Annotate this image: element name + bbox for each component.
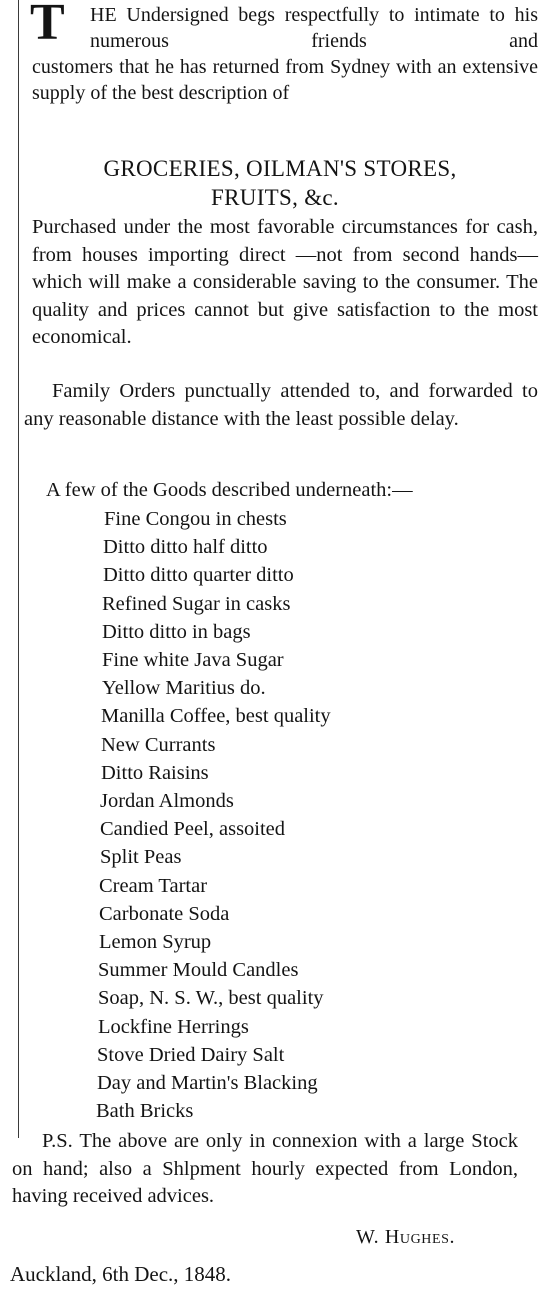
list-item: Bath Bricks [96, 1100, 194, 1123]
list-item: Refined Sugar in casks [102, 592, 291, 615]
list-item: Ditto ditto in bags [102, 620, 251, 643]
list-item: Fine white Java Sugar [102, 649, 284, 672]
list-item: Manilla Coffee, best quality [101, 705, 331, 728]
goods-list [96, 505, 331, 1125]
paragraph-purchase: Purchased under the most favorable circumstances for cash, from houses importing direct —not from second hands—which will make a considerable saving to the consumer. The quality and prices cannot but give satisfaction to the most economical. [32, 216, 538, 348]
intro-text-rest: customers that he has returned from Sydney with an extensive supply of the best description of [32, 56, 538, 104]
list-item: Ditto Raisins [101, 761, 209, 784]
list-item: New Currants [101, 733, 216, 756]
list-item: Yellow Maritius do. [102, 677, 266, 700]
paragraph-family-orders: Family Orders punctually attended to, and forwarded to any reasonable distance with the least possible delay. [24, 380, 538, 430]
drop-cap: T [30, 0, 65, 51]
goods-intro: A few of the Goods described underneath:— [46, 479, 413, 501]
list-item: Day and Martin's Blacking [97, 1072, 318, 1095]
list-item: Summer Mould Candles [98, 959, 299, 982]
column-rule [18, 0, 19, 1138]
list-item: Jordan Almonds [100, 790, 234, 813]
signature: W. Hughes. [356, 1226, 456, 1248]
list-item: Carbonate Soda [99, 902, 230, 925]
intro-text-first: HE Undersigned begs respectfully to intimate to his numerous friends and [90, 4, 538, 52]
list-item: Ditto ditto quarter ditto [103, 564, 294, 587]
list-item: Ditto ditto half ditto [103, 536, 268, 559]
place-and-date: Auckland, 6th Dec., 1848. [10, 1262, 232, 1286]
list-item: Soap, N. S. W., best quality [98, 987, 324, 1010]
list-item: Lemon Syrup [99, 931, 212, 954]
list-item: Stove Dried Dairy Salt [97, 1043, 285, 1066]
list-item: Split Peas [100, 846, 182, 869]
list-item: Candied Peel, assoited [100, 818, 286, 841]
list-item: Lockfine Herrings [98, 1015, 249, 1038]
list-item: Cream Tartar [99, 874, 208, 897]
heading-fruits: FRUITS, &c. [211, 185, 339, 210]
postscript: P.S. The above are only in connexion with a large Stock on hand; also a Shlpment hourly expected from London, having received advices. [12, 1130, 518, 1207]
list-item: Fine Congou in chests [104, 508, 287, 530]
heading-groceries: GROCERIES, OILMAN'S STORES, [103, 156, 457, 181]
